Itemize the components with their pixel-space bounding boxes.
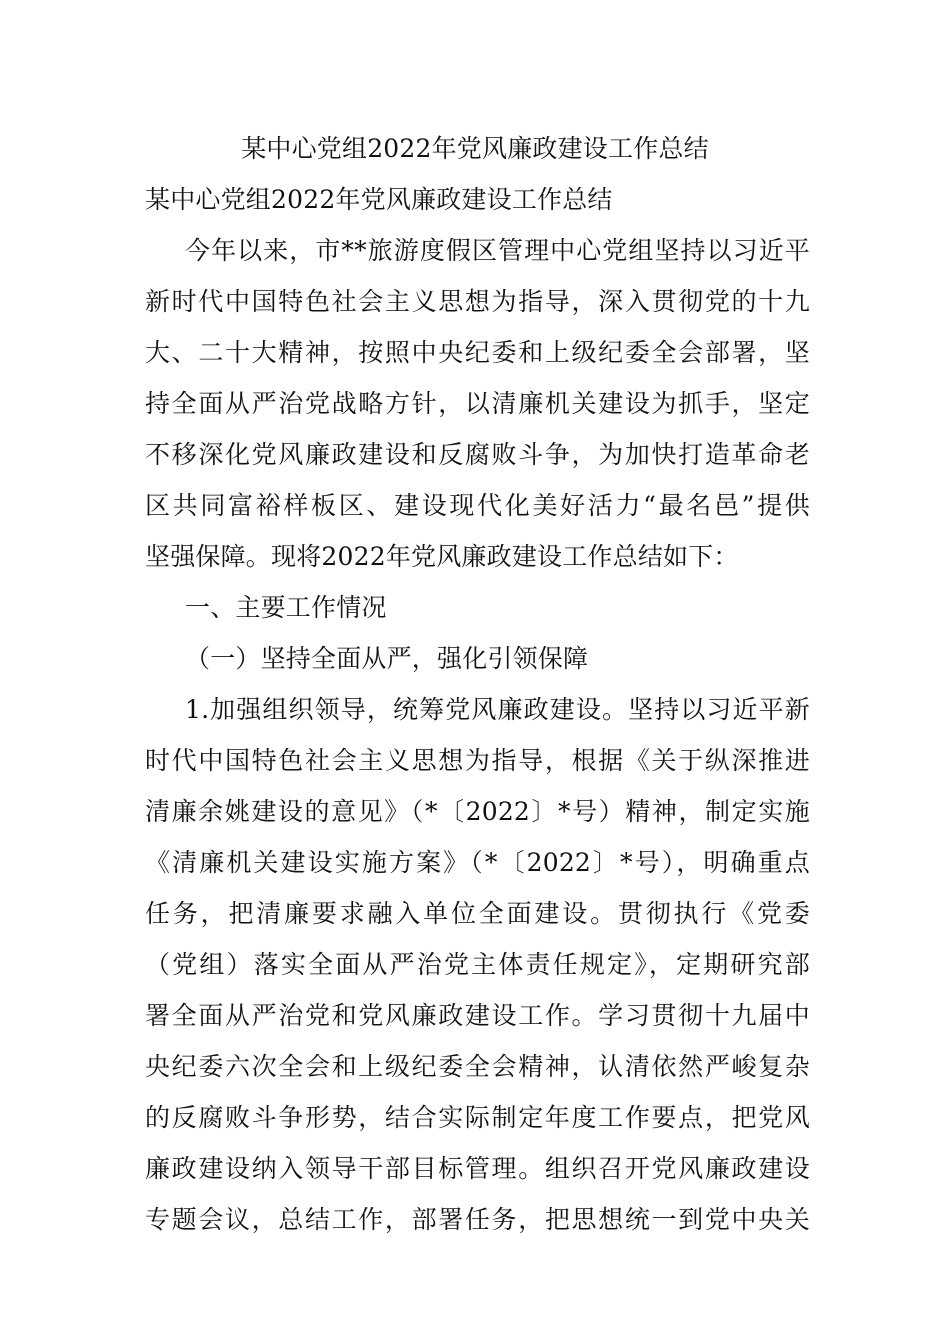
document-title: 某中心党组2022年党风廉政建设工作总结 bbox=[241, 134, 709, 163]
subsection-heading: （一）坚持全面从严，强化引领保障 bbox=[185, 644, 589, 673]
paragraph-line: （党组）落实全面从严治党主体责任规定》，定期研究部 bbox=[145, 950, 810, 979]
paragraph-line: 的反腐败斗争形势，结合实际制定年度工作要点，把党风 bbox=[145, 1103, 810, 1132]
document-subtitle: 某中心党组2022年党风廉政建设工作总结 bbox=[145, 185, 613, 214]
paragraph-line: 1.加强组织领导，统筹党风廉政建设。坚持以习近平新 bbox=[185, 695, 810, 724]
paragraph-line: 央纪委六次全会和上级纪委全会精神，认清依然严峻复杂 bbox=[145, 1052, 810, 1081]
section-heading: 一、主要工作情况 bbox=[185, 593, 387, 622]
paragraph-line: 今年以来，市**旅游度假区管理中心党组坚持以习近平 bbox=[185, 236, 810, 265]
paragraph-line: 《清廉机关建设实施方案》（*〔2022〕*号），明确重点 bbox=[145, 848, 810, 877]
paragraph-line: 大、二十大精神，按照中央纪委和上级纪委全会部署，坚 bbox=[145, 338, 810, 367]
paragraph-line: 不移深化党风廉政建设和反腐败斗争，为加快打造革命老 bbox=[145, 440, 810, 469]
paragraph-line: 时代中国特色社会主义思想为指导，根据《关于纵深推进 bbox=[145, 746, 810, 775]
paragraph-line: 坚强保障。现将2022年党风廉政建设工作总结如下： bbox=[145, 542, 739, 571]
paragraph-line: 持全面从严治党战略方针，以清廉机关建设为抓手，坚定 bbox=[145, 389, 810, 418]
paragraph-line: 专题会议，总结工作，部署任务，把思想统一到党中央关 bbox=[145, 1205, 810, 1234]
paragraph-line: 署全面从严治党和党风廉政建设工作。学习贯彻十九届中 bbox=[145, 1001, 810, 1030]
paragraph-line: 任务，把清廉要求融入单位全面建设。贯彻执行《党委 bbox=[145, 899, 810, 928]
paragraph-line: 新时代中国特色社会主义思想为指导，深入贯彻党的十九 bbox=[145, 287, 810, 316]
paragraph-line: 清廉余姚建设的意见》（*〔2022〕*号）精神，制定实施 bbox=[145, 797, 810, 826]
paragraph-line: 廉政建设纳入领导干部目标管理。组织召开党风廉政建设 bbox=[145, 1154, 810, 1183]
paragraph-line: 区共同富裕样板区、建设现代化美好活力“最名邑”提供 bbox=[145, 491, 810, 520]
